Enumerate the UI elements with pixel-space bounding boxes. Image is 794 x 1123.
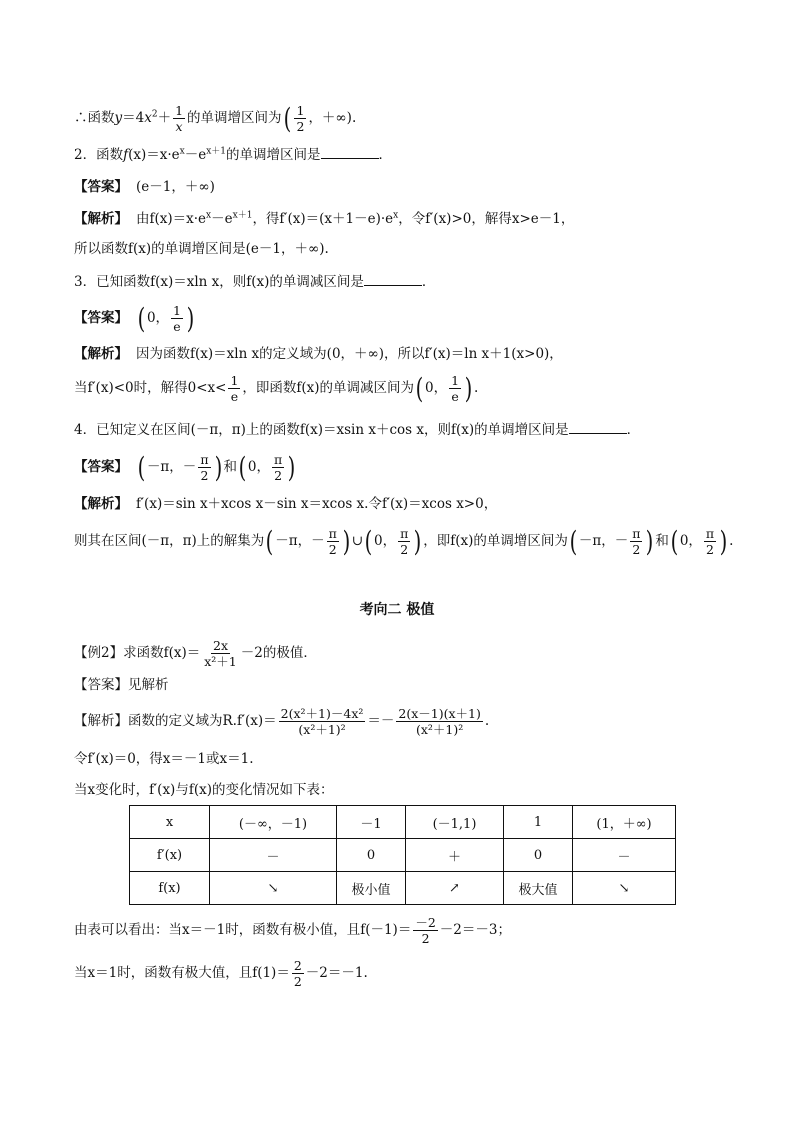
answer-blank <box>364 273 422 286</box>
answer-4: 【答案】 ( －π，－ $\frac{\pi}{2}$ ) 和( 0， $\frac{\pi}{2}$ ) <box>74 450 296 484</box>
solution-2-line-2: 所以函数f(x)的单调增区间是(e－1，＋∞). <box>74 241 329 257</box>
answer-2: 【答案】 (e－1，＋∞) <box>74 179 215 195</box>
conclusion-1: 由表可以看出：当x＝－1时，函数有极小值，且f(－1)＝ $\frac{-2}{2}$ －2＝－3； <box>74 915 511 946</box>
example-2: 【例2】求函数f(x)＝ $\frac{2x}{\text{x²＋1}}$ －2的极值． <box>74 638 317 669</box>
question-2: 2．函数$f(x)=x\cdot e^x-e^{x+1}$的单调增区间是 ． <box>74 146 393 163</box>
table-row: x (－∞，－1) －1 (－1,1) 1 (1，＋∞) <box>130 806 676 839</box>
conclusion-2: 当x＝1时，函数有极大值，且f(1)＝ $\frac{2}{2}$ －2＝－1. <box>74 958 368 989</box>
example-2-solution: 【解析】函数的定义域为R.f′(x)＝ $\frac{\text{2(x²＋1)－4x²}}{\text{(x²＋1)²}}$ ＝－ $\frac{2(x-1)(x+1)}{\text{(x²＋1)²}}$ . <box>74 706 490 737</box>
question-4: 4．已知定义在区间(－π，π)上的函数f(x)＝xsin x＋cos x，则f(x)的单调增区间是 ． <box>74 422 641 438</box>
answer-3: 【答案】 ( 0， $\frac{1}{e}$ ) <box>74 301 195 335</box>
solution-4-line-1: 【解析】 f′(x)＝sin x＋xcos x－sin x＝xcos x.令f′(x)＝xcos x>0， <box>74 496 498 512</box>
solution-2-line-1: 【解析】 由$f(x)=x\cdot e^x-e^{x+1}$，得$f'(x)=(x+1-e)\cdot e^x$，令f′(x)>0，解得x>e－1， <box>74 210 575 227</box>
example-2-line-3: 当x变化时，f′(x)与f(x)的变化情况如下表： <box>74 782 334 798</box>
solution-3-line-1: 【解析】 因为函数f(x)＝xln x的定义域为(0，＋∞)，所以f′(x)＝ln x＋1(x>0)， <box>74 346 563 362</box>
section-heading: 考向二 极值 <box>359 602 435 618</box>
line-monotonic-interval-result: ∴函数$y=4x^2+$ $\frac{1}{x}$ 的单调增区间为( $\frac{1}{2}$ ，＋∞). <box>74 101 357 135</box>
table-row: f′(x) － 0 ＋ 0 － <box>130 839 676 872</box>
solution-4-line-2: 则其在区间(－π，π)上的解集为( －π，－ $\frac{\pi}{2}$ ) ∪( 0， $\frac{\pi}{2}$ ) ，即f(x)的单调增区间为( －π，－ $\frac{\pi}{2}$ ) 和( 0， $\frac{\pi}{2}$ ) . <box>74 524 734 558</box>
answer-blank <box>321 146 379 159</box>
example-2-answer: 【答案】见解析 <box>74 677 169 693</box>
example-2-line-2: 令f′(x)＝0，得x＝－1或x＝1. <box>74 751 254 767</box>
question-3: 3．已知函数f(x)＝xln x，则f(x)的单调减区间是 ． <box>74 274 436 290</box>
answer-blank <box>569 421 627 434</box>
solution-3-line-2: 当f′(x)<0时，解得0<x< $\frac{1}{e}$ ，即函数f(x)的单调减区间为( 0， $\frac{1}{e}$ ) . <box>74 371 479 405</box>
variation-table <box>129 805 676 905</box>
table-row: f(x) ↘ 极小值 ↗ 极大值 ↘ <box>130 872 676 905</box>
